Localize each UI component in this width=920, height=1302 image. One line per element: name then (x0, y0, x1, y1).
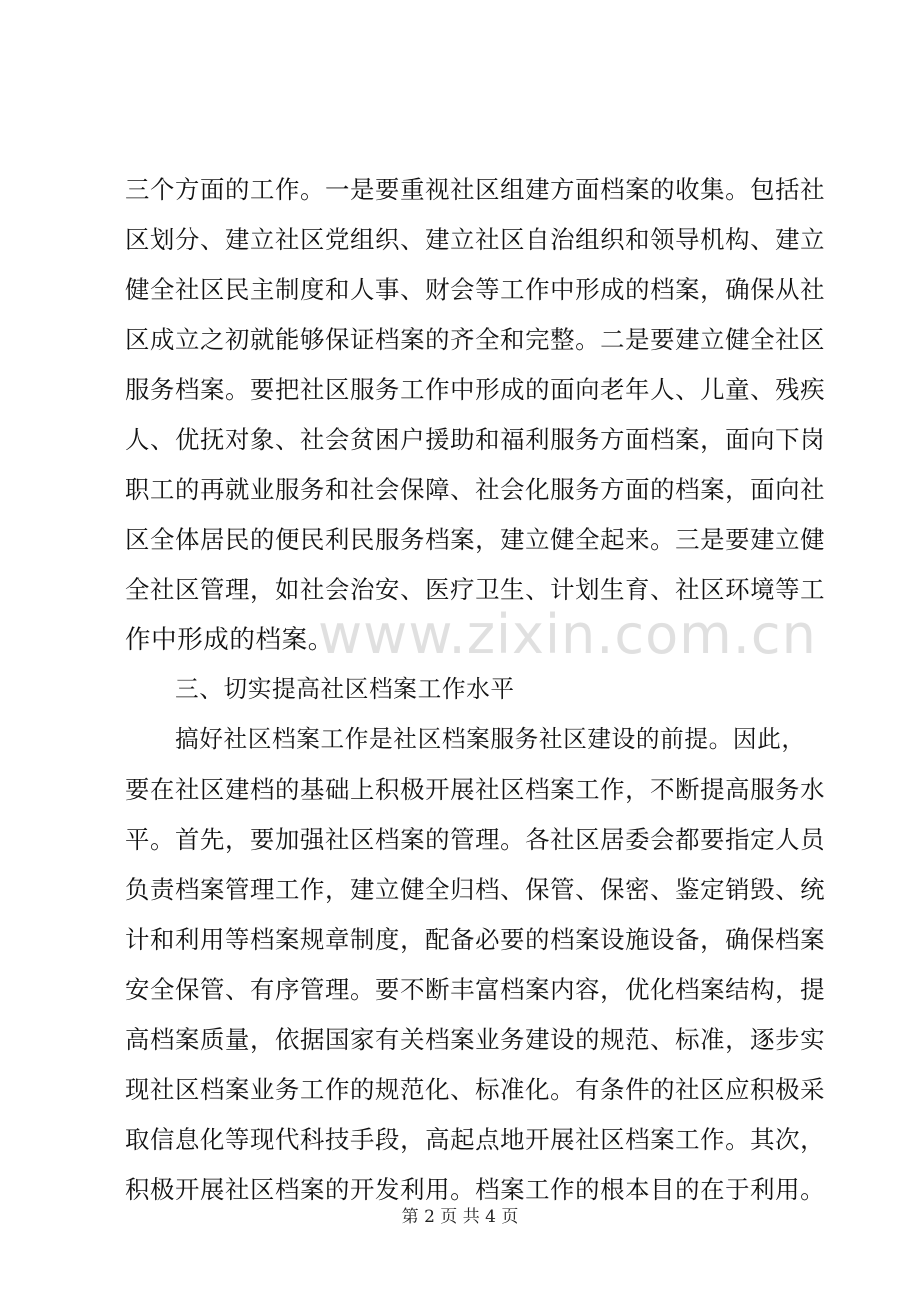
body-text-line: 负责档案管理工作，建立健全归档、保管、保密、鉴定销毁、统 (125, 875, 826, 904)
body-text-line: 健全社区民主制度和人事、财会等工作中形成的档案，确保从社 (125, 275, 826, 304)
body-text-line: 安全保管、有序管理。要不断丰富档案内容，优化档案结构，提 (125, 975, 826, 1004)
body-text-line: 作中形成的档案。 (125, 625, 334, 655)
section-heading: 三、切实提高社区档案工作水平 (175, 675, 515, 703)
body-text-line: 计和利用等档案规章制度，配备必要的档案设施设备，确保档案 (125, 925, 826, 954)
body-text-line: 平。首先，要加强社区档案的管理。各社区居委会都要指定人员 (125, 825, 826, 854)
body-text-line: 搞好社区档案工作是社区档案服务社区建设的前提。因此， (175, 725, 806, 753)
body-text-line: 全社区管理，如社会治安、医疗卫生、计划生育、社区环境等工 (125, 575, 826, 604)
body-text-line: 要在社区建档的基础上积极开展社区档案工作，不断提高服务水 (125, 775, 826, 804)
body-text-line: 服务档案。要把社区服务工作中形成的面向老年人、儿童、残疾 (125, 375, 826, 404)
body-text-line: 人、优抚对象、社会贫困户援助和福利服务方面档案，面向下岗 (125, 425, 826, 454)
body-text-line: 职工的再就业服务和社会保障、社会化服务方面的档案，面向社 (125, 475, 826, 504)
body-text-line: 区成立之初就能够保证档案的齐全和完整。二是要建立健全社区 (125, 325, 826, 354)
body-text-line: 高档案质量，依据国家有关档案业务建设的规范、标准，逐步实 (125, 1025, 826, 1054)
page-number-footer: 第 2 页 共 4 页 (401, 1207, 519, 1227)
body-text-line: 区划分、建立社区党组织、建立社区自治组织和领导机构、建立 (125, 225, 826, 254)
body-text-line: 积极开展社区档案的开发利用。档案工作的根本目的在于利用。 (125, 1175, 826, 1204)
body-text-line: 现社区档案业务工作的规范化、标准化。有条件的社区应积极采 (125, 1075, 826, 1104)
watermark: www.zixin.com.cn (318, 603, 817, 666)
body-text-line: 区全体居民的便民利民服务档案，建立健全起来。三是要建立健 (125, 525, 826, 554)
body-text-line: 取信息化等现代科技手段，高起点地开展社区档案工作。其次， (125, 1125, 826, 1154)
body-text-line: 三个方面的工作。一是要重视社区组建方面档案的收集。包括社 (125, 175, 826, 204)
